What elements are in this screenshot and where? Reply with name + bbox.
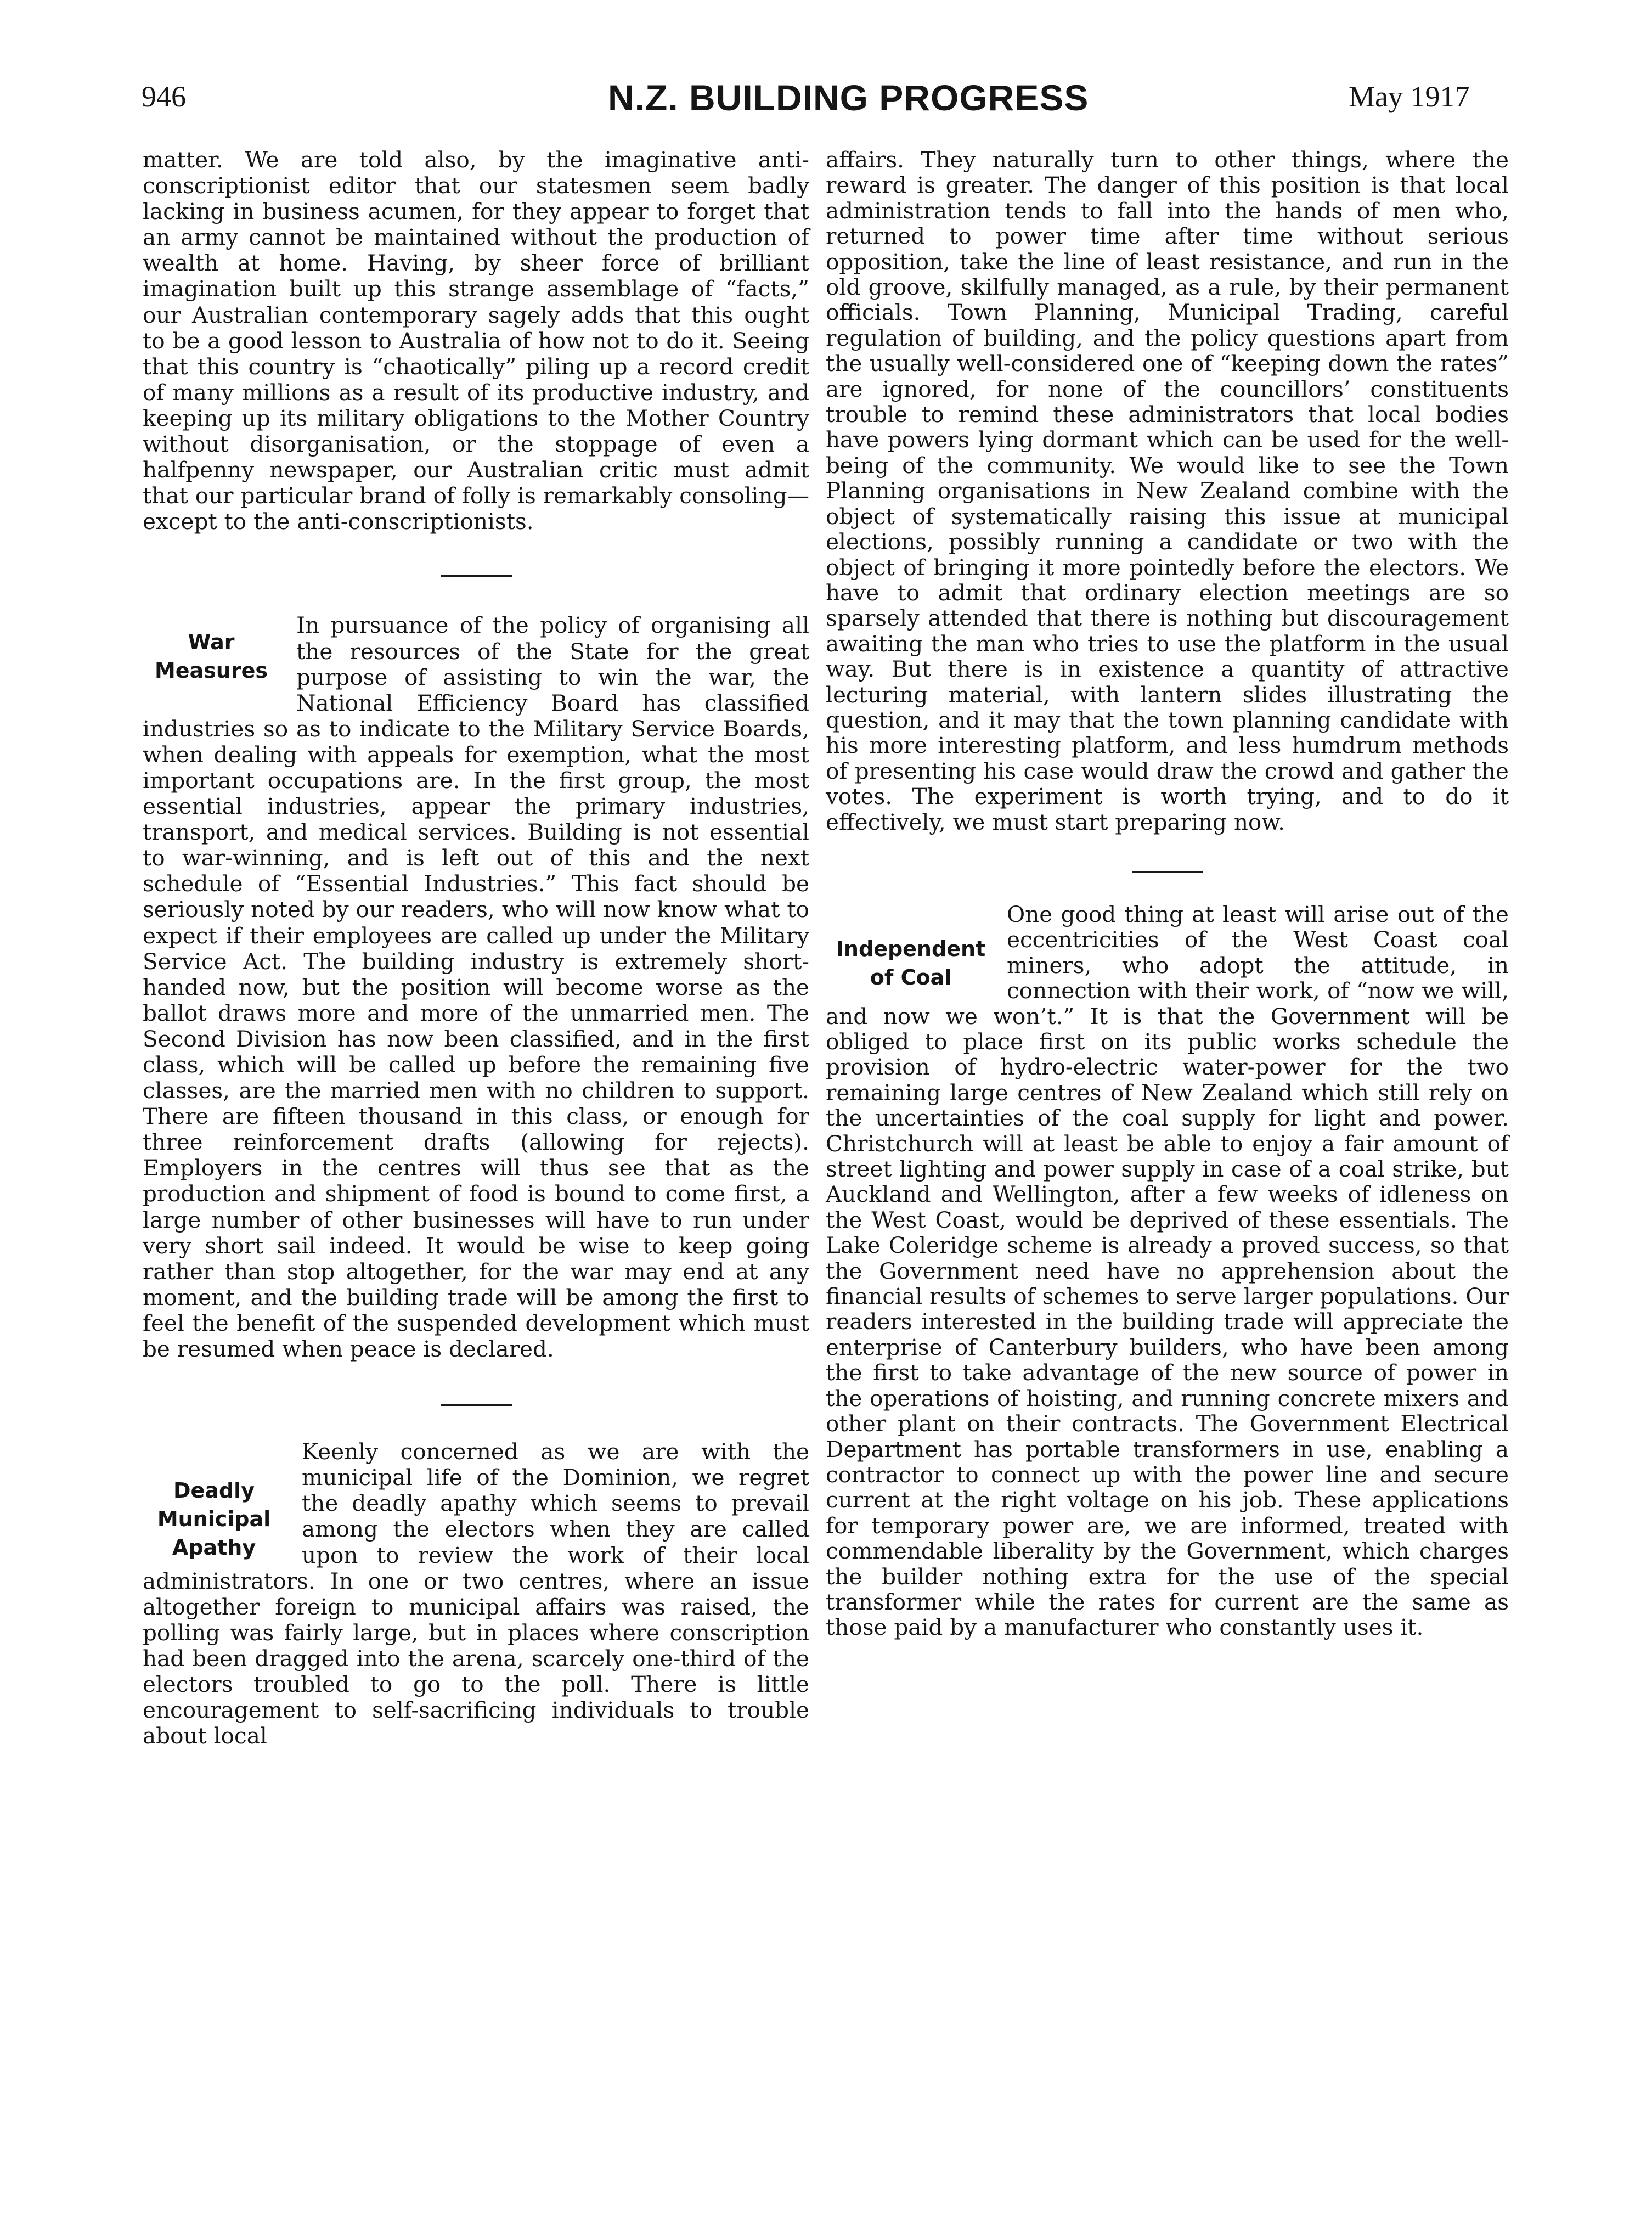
independent-coal-article	[826, 902, 1509, 1640]
right-column	[826, 147, 1509, 1640]
deadly-apathy-text: Keenly concerned as we are with the municipal life of the Dominion, we regret the deadly apathy which seems to prevail among the electors when they are called upon to review the work of their local administrators. In one or two centres, where an issue altogether foreign to municipal affairs was raised, the polling was fairly large, but in places where conscription had been dragged into the arena, scarcely one-third of the electors troubled to go to the poll. There is little encouragement to self-sacrificing individuals to trouble about local	[143, 1438, 809, 1750]
section-divider	[441, 575, 512, 577]
independent-coal-text: One good thing at least will arise out of the eccentricities of the West Coast coal miners, who adopt the attitude, in connection with their work, of “now we will, and now we won’t.” It is that the Government will be obliged to place first on its public works schedule the provision of hydro-electric water-power for the two remaining large centres of New Zealand which still rely on the uncertainties of the coal supply for light and power. Christchurch will at least be able to enjoy a fair amount of street lighting and power supply in case of a coal strike, but Auckland and Wellington, after a few weeks of idleness on the West Coast, would be deprived of these essentials. The Lake Coleridge scheme is already a proved success, so that the Government need have no apprehension about the financial results of schemes to serve larger populations. Our readers interested in the building trade will appreciate the enterprise of Canterbury builders, who have been among the first to take advantage of the new source of power in the operations of hoisting, and running concrete mixers and other plant on their contracts. The Government Electrical Department has portable transformers in use, enabling a contractor to connect up with the power line and secure current at the right voltage on his job. These applications for temporary power are, we are informed, treated with commendable liberality by the Government, which charges the builder nothing extra for the use of the special transformer while the rates for current are the same as those paid by a manufacturer who constantly uses it.	[826, 901, 1509, 1641]
war-measures-heading: War Measures	[154, 630, 268, 683]
section-divider	[1132, 871, 1203, 873]
deadly-apathy-heading: Deadly Municipal Apathy	[157, 1478, 271, 1560]
issue-date: May 1917	[1349, 80, 1470, 113]
section-divider	[441, 1404, 512, 1406]
intro-paragraph: matter. We are told also, by the imaginative anti-conscriptionist editor that our statesmen seem badly lacking in business acumen, for they appear to forget that an army cannot be maintained without the production of wealth at home. Having, by sheer force of brilliant imagination built up this strange assemblage of “facts,” our Australian contemporary sagely adds that this ought to be a good lesson to Australia of how not to do it. Seeing that this country is “chaotically” piling up a record credit of many millions as a result of its productive industry, and keeping up its military obligations to the Mother Country without disorganisation, or the stoppage of even a halfpenny newspaper, our Australian critic must admit that our particular brand of folly is remarkably consoling—except to the anti-conscriptionists.	[143, 147, 809, 535]
independent-coal-heading: Independent of Coal	[836, 936, 986, 989]
apathy-continued-text: affairs. They naturally turn to other things, where the reward is greater. The danger of this position is that local administration tends to fall into the hands of men who, returned to power time after time without serious opposition, take the line of least resistance, and run in the old groove, skilfully managed, as a rule, by their permanent officials. Town Planning, Municipal Trading, careful regulation of building, and the policy questions apart from the usually well-considered one of “keeping down the rates” are ignored, for none of the councillors’ constituents trouble to remind these administrators that local bodies have powers lying dormant which can be used for the well-being of the community. We would like to see the Town Planning organisations in New Zealand combine with the object of systematically raising this issue at municipal elections, possibly running a candidate or two with the object of bringing it more pointedly before the electors. We have to admit that ordinary election meetings are so sparsely attended that there is nothing but discouragement awaiting the man who tries to use the platform in the usual way. But there is in existence a quantity of attractive lecturing material, with lantern slides illustrating the question, and it may that the town planning candidate with his more interesting platform, and less humdrum methods of presenting his case would draw the crowd and gather the votes. The experiment is worth trying, and to do it effectively, we must start preparing now.	[826, 147, 1509, 835]
left-column	[143, 147, 809, 1749]
page-number: 946	[142, 80, 186, 113]
war-measures-article	[143, 612, 809, 1362]
war-measures-text: In pursuance of the policy of organising all the resources of the State for the great purpose of assisting to win the war, the National Efficiency Board has classified industries so as to indicate to the Military Service Boards, when dealing with appeals for exemption, what the most important occupations are. In the first group, the most essential industries, appear the primary industries, transport, and medical services. Building is not essential to war-winning, and is left out of this and the next schedule of “Essential Industries.” This fact should be seriously noted by our readers, who will now know what to expect if their employees are called up under the Military Service Act. The building industry is extremely short-handed now, but the position will become worse as the ballot draws more and more of the unmarried men. The Second Division has now been classified, and in the first class, which will be called up before the remaining five classes, are the married men with no children to support. There are fifteen thousand in this class, or enough for three reinforcement drafts (allowing for rejects). Employers in the centres will thus see that as the production and shipment of food is bound to come first, a large number of other businesses will have to run under very short sail indeed. It would be wise to keep going rather than stop altogether, for the war may end at any moment, and the building trade will be among the first to feel the benefit of the suspended development which must be resumed when peace is declared.	[143, 612, 809, 1363]
deadly-apathy-article	[143, 1439, 809, 1749]
journal-title: N.Z. BUILDING PROGRESS	[608, 77, 1089, 118]
